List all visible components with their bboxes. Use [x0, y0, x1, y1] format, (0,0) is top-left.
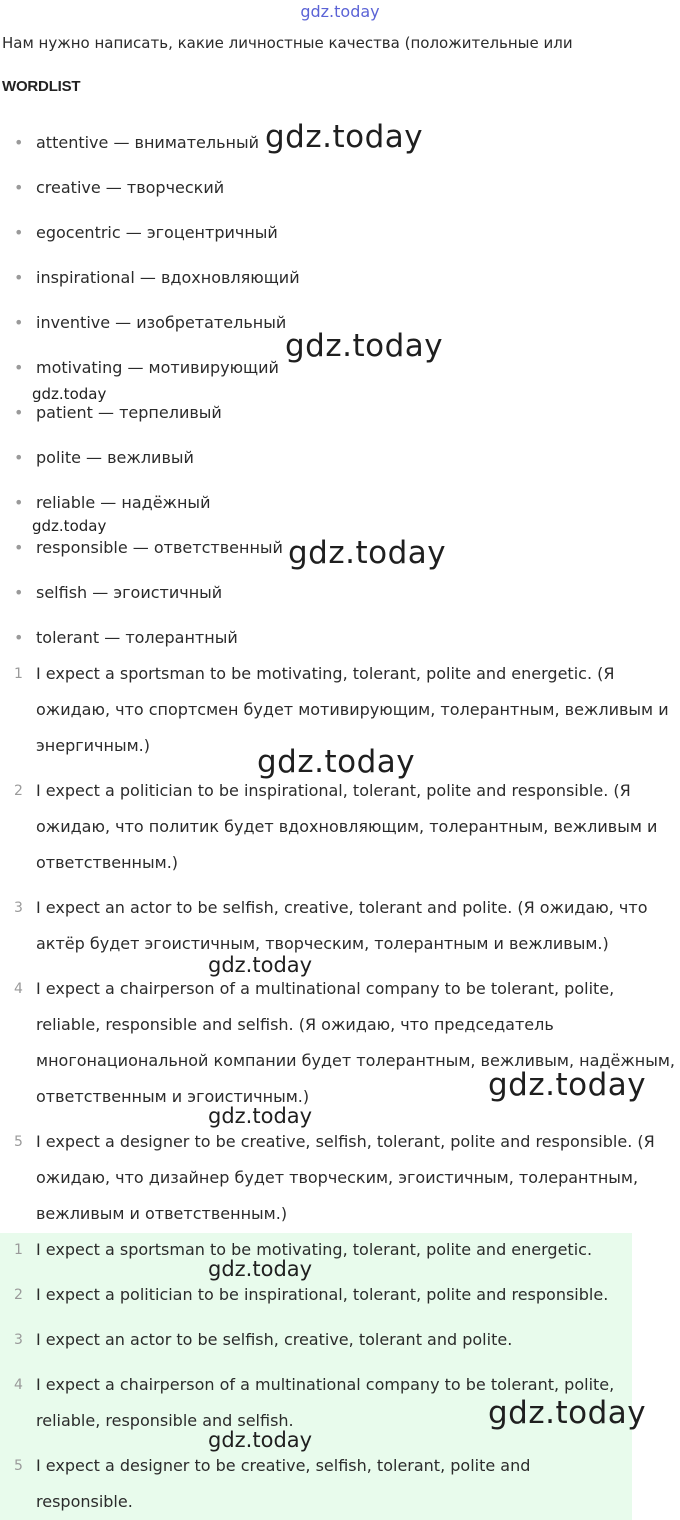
wordlist-item [14, 448, 194, 468]
bullet-icon: • [14, 313, 24, 332]
wordlist-item [14, 223, 278, 243]
watermark: gdz.today [208, 1428, 313, 1452]
wordlist-item-text: polite — вежливый [36, 448, 194, 467]
wordlist-item-text: motivating — мотивирующий [36, 358, 279, 377]
translated-answer-text: I expect a designer to be creative, selfish, tolerant, polite and responsible. (Я ожидаю, что дизайнер будет творческим, эгоистичным, толерантным, вежливым и ответственным.) [36, 1132, 655, 1223]
item-number: 1 [14, 1242, 23, 1258]
watermark: gdz.today [288, 535, 447, 571]
answer-text: I expect a sportsman to be motivating, tolerant, polite and energetic. [36, 1240, 593, 1259]
bullet-icon: • [14, 538, 24, 557]
answer [14, 1232, 676, 1268]
wordlist-item [14, 538, 283, 558]
answer [14, 1448, 596, 1520]
wordlist-item [14, 313, 287, 333]
wordlist-item [14, 628, 238, 648]
header-watermark: gdz.today [300, 2, 380, 21]
wordlist-item [14, 493, 211, 513]
wordlist-item-text: egocentric — эгоцентричный [36, 223, 278, 242]
item-number: 5 [14, 1458, 23, 1474]
translated-answer [14, 1124, 676, 1232]
bullet-icon: • [14, 493, 24, 512]
answer-text: I expect an actor to be selfish, creative, tolerant and polite. [36, 1330, 513, 1349]
wordlist-item-text: creative — творческий [36, 178, 225, 197]
wordlist-item [14, 583, 223, 603]
watermark: gdz.today [265, 119, 424, 155]
item-number: 4 [14, 981, 23, 997]
item-number: 1 [14, 666, 23, 682]
wordlist-item-text: patient — терпеливый [36, 403, 222, 422]
bullet-icon: • [14, 223, 24, 242]
bullet-icon: • [14, 178, 24, 197]
answer [14, 1277, 676, 1313]
watermark: gdz.today [32, 385, 107, 403]
item-number: 2 [14, 783, 23, 799]
bullet-icon: • [14, 268, 24, 287]
answer-text: I expect a chairperson of a multinational company to be tolerant, polite, reliable, responsible and selfish. [36, 1375, 615, 1430]
bullet-icon: • [14, 358, 24, 377]
wordlist-item [14, 178, 225, 198]
wordlist-item-text: reliable — надёжный [36, 493, 211, 512]
translated-answer-text: I expect a sportsman to be motivating, tolerant, polite and energetic. (Я ожидаю, что спортсмен будет мотивирующим, толерантным, вежливым и энергичным.) [36, 664, 669, 755]
bullet-icon: • [14, 628, 24, 647]
translated-answer-text: I expect a chairperson of a multinational company to be tolerant, polite, reliable, responsible and selfish. (Я ожидаю, что председатель многонациональной компании будет толерантным, вежливым, надёжным, ответственным и эгоистичным.) [36, 979, 676, 1106]
item-number: 3 [14, 900, 23, 916]
translated-answer [14, 773, 676, 881]
watermark: gdz.today [488, 1067, 647, 1103]
watermark: gdz.today [285, 328, 444, 364]
answer-text: I expect a designer to be creative, selfish, tolerant, polite and responsible. [36, 1456, 531, 1511]
wordlist-item [14, 403, 222, 423]
watermark: gdz.today [257, 744, 416, 780]
watermark: gdz.today [488, 1395, 647, 1431]
translated-answer-text: I expect an actor to be selfish, creative, tolerant and polite. (Я ожидаю, что актёр будет эгоистичным, творческим, толерантным и вежливым.) [36, 898, 648, 953]
wordlist-item-text: selfish — эгоистичный [36, 583, 223, 602]
watermark: gdz.today [208, 1104, 313, 1128]
wordlist-item-text: tolerant — толерантный [36, 628, 238, 647]
item-number: 2 [14, 1287, 23, 1303]
wordlist-item-text: inventive — изобретательный [36, 313, 287, 332]
item-number: 4 [14, 1377, 23, 1393]
wordlist-item-text: responsible — ответственный [36, 538, 283, 557]
wordlist-item [14, 358, 279, 378]
bullet-icon: • [14, 583, 24, 602]
watermark: gdz.today [32, 517, 107, 535]
answer [14, 1322, 676, 1358]
translated-answer-text: I expect a politician to be inspirational, tolerant, polite and responsible. (Я ожидаю, что политик будет вдохновляющим, толерантным, вежливым и ответственным.) [36, 781, 658, 872]
bullet-icon: • [14, 448, 24, 467]
wordlist-item-text: inspirational — вдохновляющий [36, 268, 300, 287]
wordlist-item [14, 268, 300, 288]
wordlist-heading: WORDLIST [2, 78, 81, 95]
item-number: 3 [14, 1332, 23, 1348]
bullet-icon: • [14, 133, 24, 152]
item-number: 5 [14, 1134, 23, 1150]
wordlist-item [14, 133, 260, 153]
watermark: gdz.today [208, 1257, 313, 1281]
translated-answer [14, 890, 676, 962]
intro-text: Нам нужно написать, какие личностные качества (положительные или [2, 34, 573, 52]
watermark: gdz.today [208, 953, 313, 977]
bullet-icon: • [14, 403, 24, 422]
wordlist-item-text: attentive — внимательный [36, 133, 260, 152]
answer-text: I expect a politician to be inspirational, tolerant, polite and responsible. [36, 1285, 609, 1304]
